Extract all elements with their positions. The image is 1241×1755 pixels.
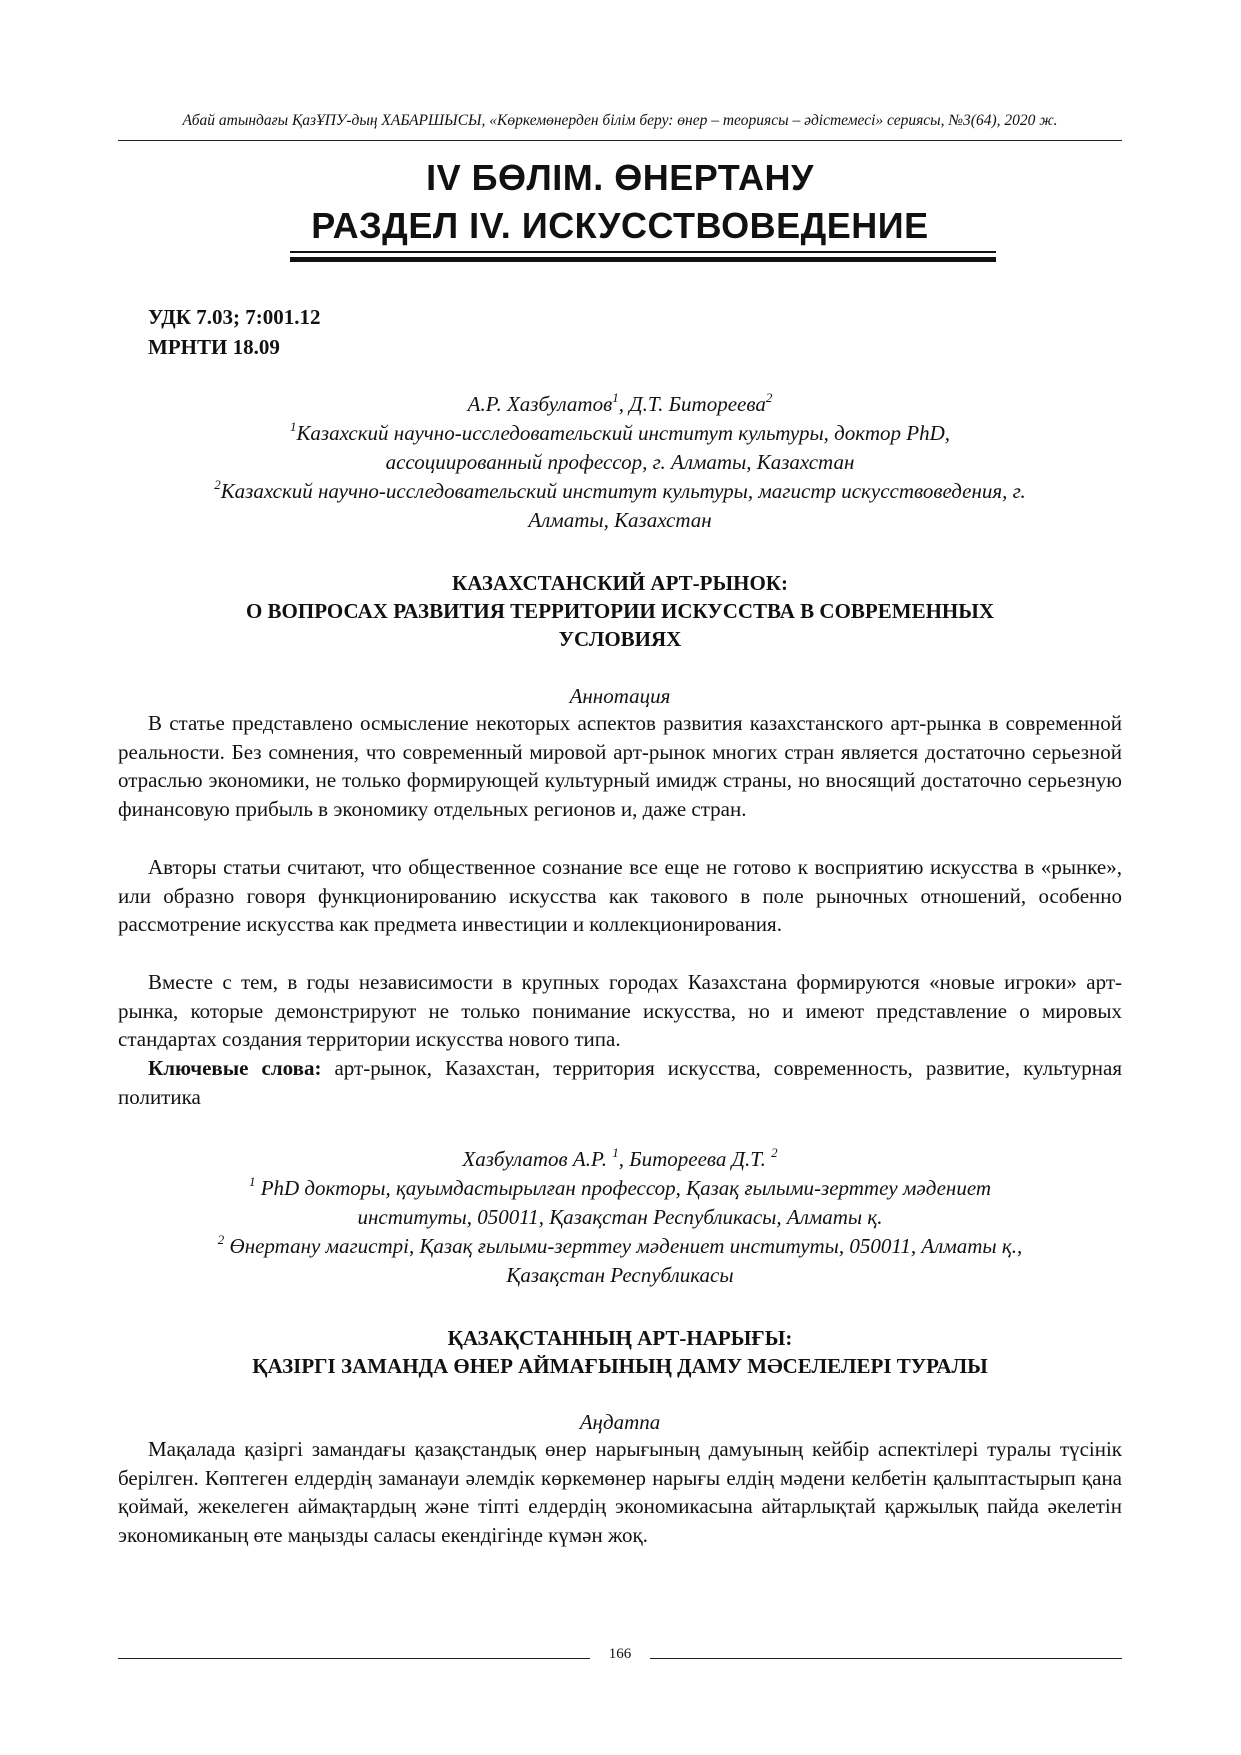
- affiliation-marker: 2: [771, 1145, 778, 1160]
- authors-ru: [118, 390, 1122, 419]
- mrnti-code: МРНТИ 18.09: [148, 335, 280, 359]
- author-name: Хазбулатов А.Р.: [462, 1147, 613, 1171]
- affiliation-marker: 2: [217, 1232, 225, 1247]
- affiliation-marker: 1: [248, 1174, 256, 1189]
- article-title-kz-line2: ҚАЗІРГІ ЗАМАНДА ӨНЕР АЙМАҒЫНЫҢ ДАМУ МӘСЕЛЕЛЕРІ ТУРАЛЫ: [252, 1354, 988, 1378]
- affiliation-1-ru: [118, 419, 1122, 448]
- affiliation-text: Казахский научно-исследовательский институт культуры, магистр искусствоведения, г.: [220, 479, 1026, 503]
- keywords-text: арт-рынок, Казахстан, территория искусства, современность, развитие, культурная политика: [118, 1056, 1122, 1109]
- page-number: 166: [608, 1646, 632, 1662]
- abstract-heading-kz: Аңдатпа: [579, 1410, 661, 1434]
- footer-rule-left: [118, 1658, 590, 1659]
- affiliation-marker: 1: [289, 419, 297, 434]
- affiliation-2-kz-cont: Қазақстан Республикасы: [506, 1263, 734, 1287]
- affiliation-2-kz: [118, 1232, 1122, 1261]
- abstract-paragraph: Авторы статьи считают, что общественное сознание все еще не готово к восприятию искусства в «рынке», или образно говоря функционированию искусства как такового в поле рыночных отношений, особенно рассмотрение искусства как предмета инвестиции и коллекционирования.: [118, 855, 1122, 936]
- abstract-paragraph: В статье представлено осмысление некоторых аспектов развития казахстанского арт-рынка в современной реальности. Без сомнения, что современный мировой арт-рынок многих стран является достаточно серьезной отраслью экономики, не только формирующей культурный имидж страны, но вносящий достаточно серьезную финансовую прибыль в экономику отдельных регионов и, даже стран.: [118, 711, 1122, 821]
- affiliation-1-ru-cont: ассоциированный профессор, г. Алматы, Казахстан: [385, 450, 855, 474]
- article-title-ru-line2: О ВОПРОСАХ РАЗВИТИЯ ТЕРРИТОРИИ ИСКУССТВА В СОВРЕМЕННЫХ: [245, 599, 995, 623]
- affiliation-marker: 1: [612, 1145, 619, 1160]
- abstract-heading-ru: Аннотация: [569, 684, 671, 708]
- affiliation-marker: 1: [612, 390, 619, 405]
- affiliation-1-kz: [118, 1174, 1122, 1203]
- article-title-ru-line3: УСЛОВИЯХ: [558, 627, 682, 651]
- article-title-ru-line1: КАЗАХСТАНСКИЙ АРТ-РЫНОК:: [451, 571, 788, 595]
- affiliation-text: Өнертану магистрі, Қазақ ғылыми-зерттеу мәдениет институты, 050011, Алматы қ.,: [224, 1234, 1023, 1258]
- abstract-paragraph: Вместе с тем, в годы независимости в крупных городах Казахстана формируются «новые игроки» арт-рынка, которые демонстрируют не только понимание искусства, но и имеют представление о мировых стандартах создания территории искусства нового типа.: [118, 970, 1122, 1051]
- authors-kz: [118, 1145, 1122, 1174]
- affiliation-1-kz-cont: институты, 050011, Қазақстан Республикасы, Алматы қ.: [357, 1205, 883, 1229]
- section-title-kz: IV БӨЛІМ. ӨНЕРТАНУ: [426, 157, 814, 198]
- affiliation-2-ru: [118, 477, 1122, 506]
- affiliation-text: Казахский научно-исследовательский институт культуры, доктор PhD,: [296, 421, 951, 445]
- affiliation-2-ru-cont: Алматы, Казахстан: [528, 508, 712, 532]
- footer-rule-right: [650, 1658, 1122, 1659]
- running-head: Абай атындағы ҚазҰПУ-дың ХАБАРШЫСЫ, «Көркемөнерден білім беру: өнер – теориясы – әдістемесі» сериясы, №3(64), 2020 ж.: [182, 112, 1058, 129]
- udc-code: УДК 7.03; 7:001.12: [148, 305, 321, 329]
- affiliation-text: PhD докторы, қауымдастырылған профессор, Қазақ ғылыми-зерттеу мәдениет: [255, 1176, 992, 1200]
- author-name: А.Р. Хазбулатов: [467, 392, 613, 416]
- keywords-label: Ключевые слова:: [148, 1056, 322, 1080]
- author-name: Д.Т. Битореева: [629, 392, 766, 416]
- author-separator: ,: [618, 1147, 630, 1171]
- header-rule: [118, 140, 1122, 141]
- title-rule: [290, 251, 996, 253]
- author-name: Битореева Д.Т.: [629, 1147, 772, 1171]
- article-title-kz-line1: ҚАЗАҚСТАННЫҢ АРТ-НАРЫҒЫ:: [447, 1326, 793, 1350]
- section-title-ru: РАЗДЕЛ IV. ИСКУССТВОВЕДЕНИЕ: [311, 205, 929, 246]
- title-rule-thick: [290, 257, 996, 262]
- affiliation-marker: 2: [214, 477, 221, 492]
- affiliation-marker: 2: [765, 390, 773, 405]
- keywords-ru: [118, 1054, 1122, 1111]
- abstract-paragraph: Мақалада қазіргі замандағы қазақстандық өнер нарығының дамуының кейбір аспектілері туралы түсінік берілген. Көптеген елдердің заманауи әлемдік көркемөнер нарығы елдің мәдени келбетін қалыптастырып қана қоймай, жекелеген аймақтардың және тіпті елдердің экономикасына айтарлықтай қаржылық пайда әкелетін экономиканың өте маңызды саласы екендігінде күмән жоқ.: [118, 1437, 1122, 1547]
- author-separator: ,: [618, 392, 630, 416]
